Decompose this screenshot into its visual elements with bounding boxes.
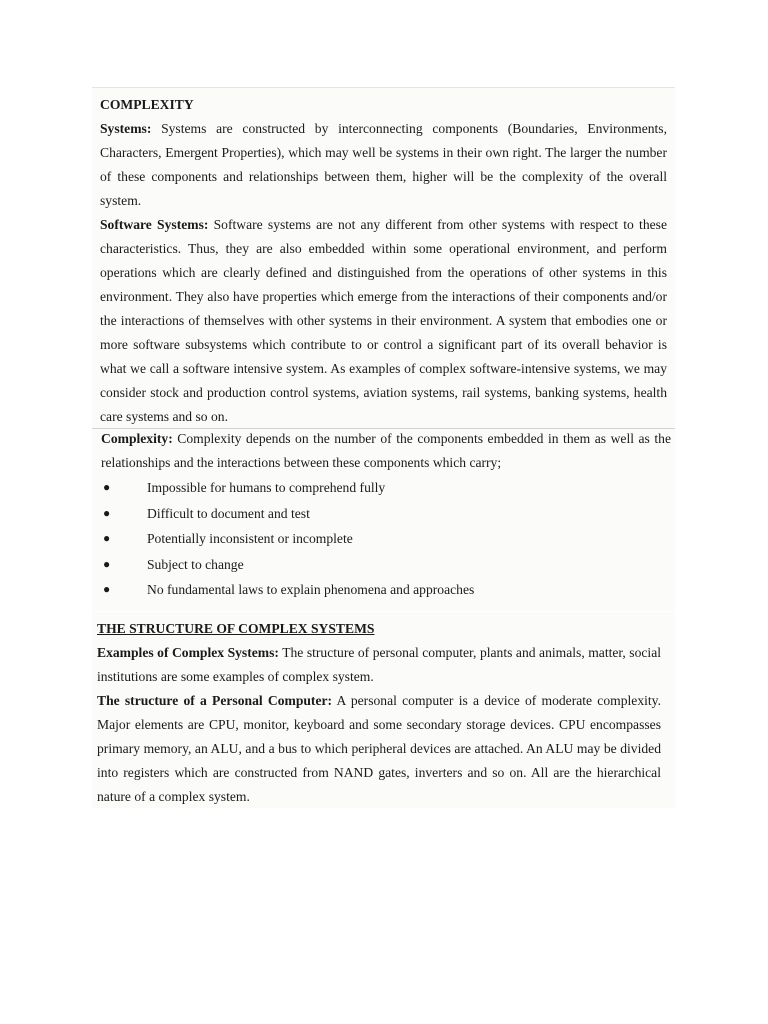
software-systems-text: Software systems are not any different from other systems with respect to these characteristics. Thus, they are also embedded within some operational environment, and perform operations which are clearly defined and distinguished from the operations of other systems in this environment. They also have properties which emerge from the interactions of their components and/or the interactions of themselves with other systems in their environment. A system that embodies one or more software subsystems which contribute to or control a significant part of its overall behavior is what we call a software intensive system. As examples of complex software-intensive systems, we may consider stock and production control systems, aviation systems, rail systems, banking systems, health care systems and so on. bbox=[100, 217, 667, 424]
structure-heading: THE STRUCTURE OF COMPLEX SYSTEMS bbox=[97, 621, 375, 636]
software-systems-label: Software Systems: bbox=[100, 217, 209, 232]
complexity-bullet-list bbox=[101, 475, 671, 603]
list-item-text: No fundamental laws to explain phenomena and approaches bbox=[147, 582, 475, 597]
complexity-label: Complexity: bbox=[101, 431, 173, 446]
complexity-section-text bbox=[100, 93, 667, 429]
systems-paragraph bbox=[100, 117, 667, 213]
systems-text: Systems are constructed by interconnecting components (Boundaries, Environments, Characters, Emergent Properties), which may well be systems in their own right. The larger the number of these components and relationships between them, higher will be the complexity of the overall system. bbox=[100, 121, 667, 208]
bullet-icon: ● bbox=[103, 582, 111, 596]
list-item-text: Potentially inconsistent or incomplete bbox=[147, 531, 353, 546]
list-item-text: Difficult to document and test bbox=[147, 505, 310, 521]
list-item-text: Subject to change bbox=[147, 556, 244, 572]
personal-computer-text: A personal computer is a device of moderate complexity. Major elements are CPU, monitor, keyboard and some secondary storage devices. CPU encompasses primary memory, an ALU, and a bus to which peripheral devices are attached. An ALU may be divided into registers which are constructed from NAND gates, inverters and so on. All are the hierarchical nature of a complex system. bbox=[97, 693, 661, 804]
personal-computer-paragraph bbox=[97, 689, 661, 809]
list-item bbox=[101, 475, 671, 501]
bullet-icon: ● bbox=[103, 505, 111, 520]
bullet-icon: ● bbox=[103, 531, 111, 545]
examples-paragraph bbox=[97, 641, 661, 689]
complexity-section bbox=[92, 87, 675, 428]
structure-section-text bbox=[97, 617, 661, 809]
bullet-icon: ● bbox=[103, 556, 111, 571]
software-systems-paragraph bbox=[100, 213, 667, 429]
examples-text: The structure of personal computer, plants and animals, matter, social institutions are some examples of complex system. bbox=[97, 645, 661, 684]
list-item bbox=[101, 526, 671, 552]
list-item-text: Impossible for humans to comprehend fully bbox=[147, 480, 386, 495]
personal-computer-label: The structure of a Personal Computer: bbox=[97, 693, 333, 708]
list-item bbox=[101, 577, 671, 603]
list-item bbox=[101, 552, 671, 578]
examples-label: Examples of Complex Systems: bbox=[97, 645, 279, 660]
complexity-definition-text bbox=[101, 427, 671, 603]
complexity-paragraph bbox=[101, 427, 671, 475]
list-item bbox=[101, 501, 671, 527]
bullet-icon: ● bbox=[103, 480, 111, 494]
complexity-heading: COMPLEXITY bbox=[100, 97, 194, 112]
complexity-definition-section bbox=[92, 428, 675, 611]
complexity-text: Complexity depends on the number of the components embedded in them as well as the relationships and the interactions between these components which carry; bbox=[101, 431, 671, 470]
systems-label: Systems: bbox=[100, 121, 152, 136]
structure-section bbox=[92, 612, 675, 808]
